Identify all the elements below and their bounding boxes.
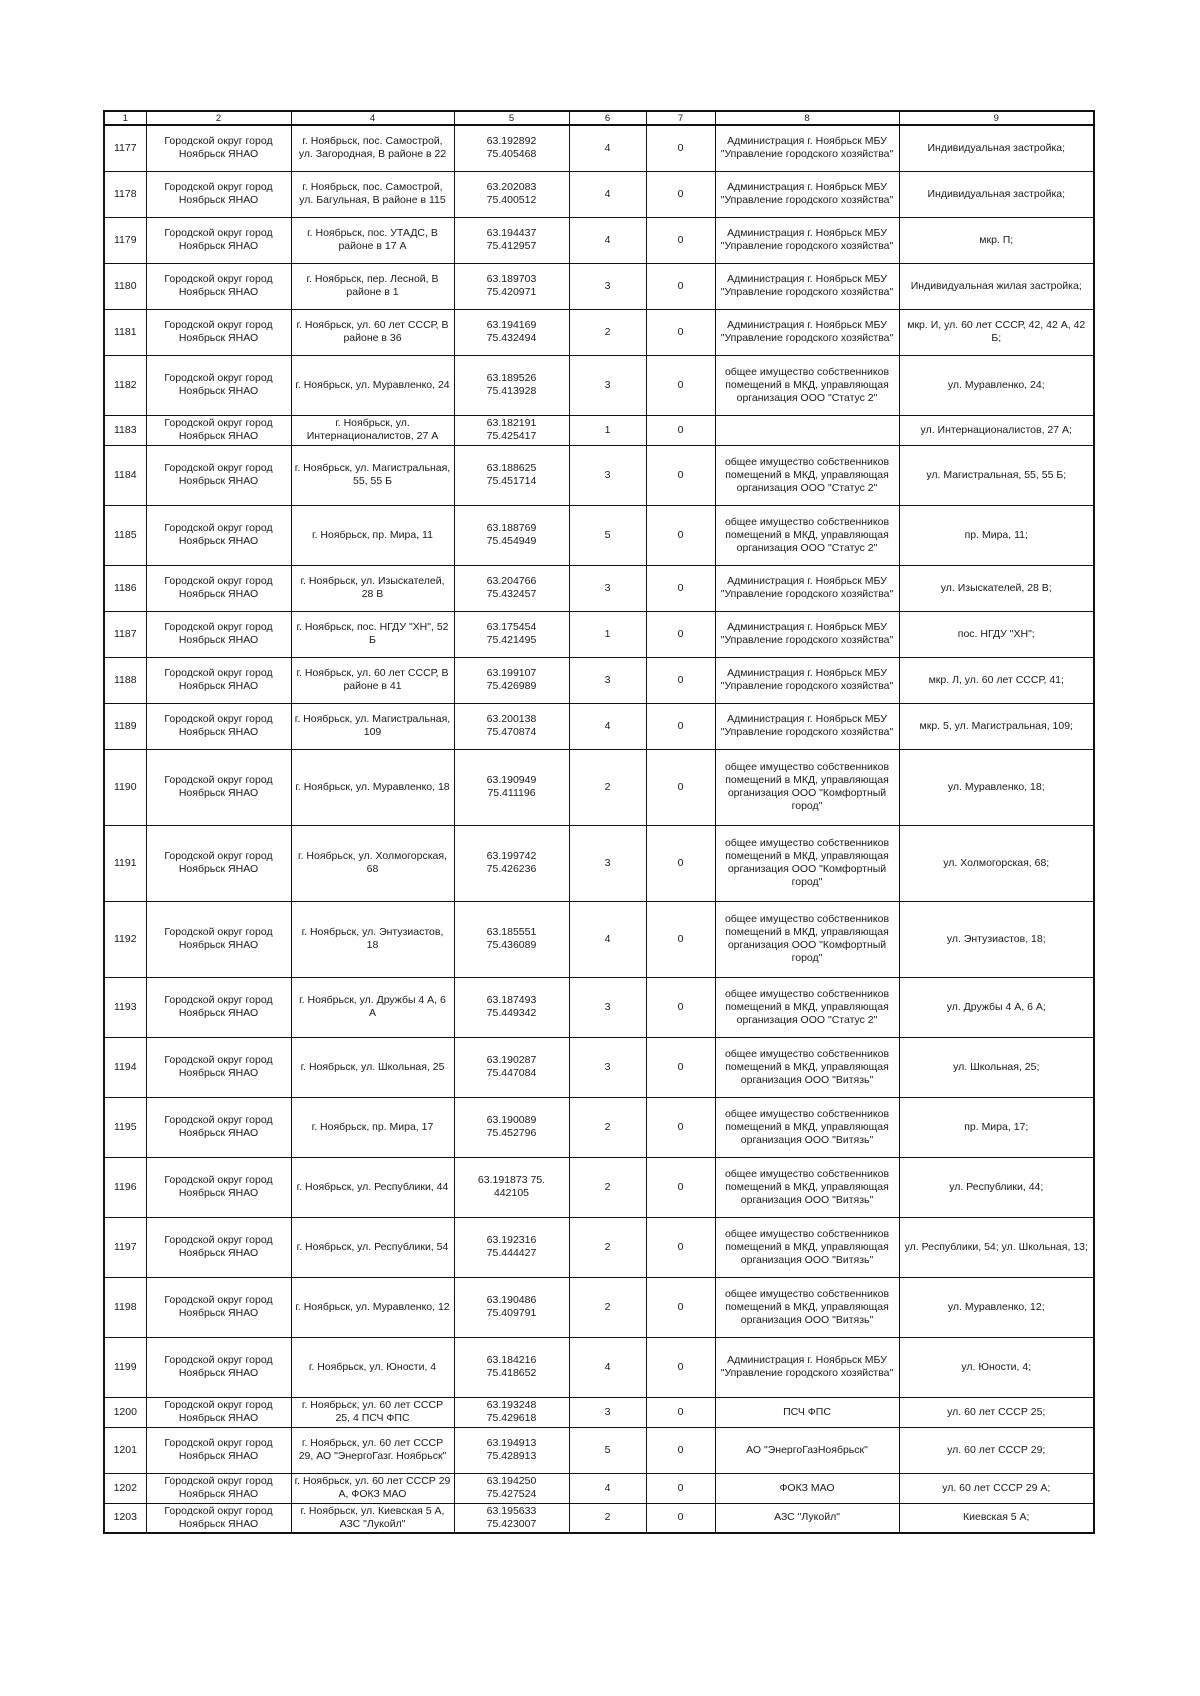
- row-number-cell: 1195: [104, 1097, 146, 1157]
- owner-cell: общее имущество собственников помещений в МКД, управляющая организация ООО "Витязь": [715, 1037, 899, 1097]
- table-row: [104, 171, 1094, 217]
- count-cell: 3: [569, 355, 646, 415]
- district-cell: Городской округ город Ноябрьск ЯНАО: [146, 825, 291, 901]
- served-objects-cell: пос. НГДУ "ХН";: [899, 611, 1094, 657]
- value-cell: 0: [646, 1097, 715, 1157]
- address-cell: г. Ноябрьск, пр. Мира, 11: [291, 505, 454, 565]
- count-cell: 4: [569, 1337, 646, 1397]
- value-cell: 0: [646, 1037, 715, 1097]
- table-row: [104, 901, 1094, 977]
- district-cell: Городской округ город Ноябрьск ЯНАО: [146, 1277, 291, 1337]
- address-cell: г. Ноябрьск, ул. Интернационалистов, 27 А: [291, 415, 454, 445]
- coordinates-cell: 63.194169 75.432494: [454, 309, 569, 355]
- coordinates-cell: 63.202083 75.400512: [454, 171, 569, 217]
- count-cell: 2: [569, 1503, 646, 1533]
- served-objects-cell: мкр. П;: [899, 217, 1094, 263]
- count-cell: 2: [569, 1097, 646, 1157]
- district-cell: Городской округ город Ноябрьск ЯНАО: [146, 611, 291, 657]
- district-cell: Городской округ город Ноябрьск ЯНАО: [146, 1473, 291, 1503]
- row-number-cell: 1185: [104, 505, 146, 565]
- row-number-cell: 1189: [104, 703, 146, 749]
- served-objects-cell: ул. 60 лет СССР 25;: [899, 1397, 1094, 1427]
- served-objects-cell: Киевская 5 А;: [899, 1503, 1094, 1533]
- table-row: [104, 825, 1094, 901]
- value-cell: 0: [646, 1427, 715, 1473]
- served-objects-cell: ул. Интернационалистов, 27 А;: [899, 415, 1094, 445]
- district-cell: Городской округ город Ноябрьск ЯНАО: [146, 1097, 291, 1157]
- district-cell: Городской округ город Ноябрьск ЯНАО: [146, 1037, 291, 1097]
- address-cell: г. Ноябрьск, ул. Энтузиастов, 18: [291, 901, 454, 977]
- coordinates-cell: 63.190089 75.452796: [454, 1097, 569, 1157]
- owner-cell: общее имущество собственников помещений в МКД, управляющая организация ООО "Статус 2": [715, 505, 899, 565]
- served-objects-cell: ул. Энтузиастов, 18;: [899, 901, 1094, 977]
- owner-cell: общее имущество собственников помещений в МКД, управляющая организация ООО "Комфортный город": [715, 825, 899, 901]
- coordinates-cell: 63.184216 75.418652: [454, 1337, 569, 1397]
- district-cell: Городской округ город Ноябрьск ЯНАО: [146, 309, 291, 355]
- row-number-cell: 1187: [104, 611, 146, 657]
- row-number-cell: 1190: [104, 749, 146, 825]
- data-table: [103, 110, 1095, 1534]
- district-cell: Городской округ город Ноябрьск ЯНАО: [146, 505, 291, 565]
- owner-cell: [715, 415, 899, 445]
- table-row: [104, 977, 1094, 1037]
- coordinates-cell: 63.190486 75.409791: [454, 1277, 569, 1337]
- district-cell: Городской округ город Ноябрьск ЯНАО: [146, 171, 291, 217]
- district-cell: Городской округ город Ноябрьск ЯНАО: [146, 1427, 291, 1473]
- value-cell: 0: [646, 749, 715, 825]
- owner-cell: Администрация г. Ноябрьск МБУ "Управление городского хозяйства": [715, 611, 899, 657]
- served-objects-cell: ул. Школьная, 25;: [899, 1037, 1094, 1097]
- table-row: [104, 1217, 1094, 1277]
- served-objects-cell: мкр. И, ул. 60 лет СССР, 42, 42 А, 42 Б;: [899, 309, 1094, 355]
- coordinates-cell: 63.200138 75.470874: [454, 703, 569, 749]
- count-cell: 2: [569, 1217, 646, 1277]
- owner-cell: АЗС "Лукойл": [715, 1503, 899, 1533]
- row-number-cell: 1183: [104, 415, 146, 445]
- count-cell: 3: [569, 263, 646, 309]
- table-row: [104, 703, 1094, 749]
- table-row: [104, 263, 1094, 309]
- value-cell: 0: [646, 703, 715, 749]
- owner-cell: общее имущество собственников помещений в МКД, управляющая организация ООО "Витязь": [715, 1217, 899, 1277]
- value-cell: 0: [646, 825, 715, 901]
- count-cell: 3: [569, 1037, 646, 1097]
- row-number-cell: 1203: [104, 1503, 146, 1533]
- owner-cell: АО "ЭнергоГазНоябрьск": [715, 1427, 899, 1473]
- count-cell: 5: [569, 1427, 646, 1473]
- served-objects-cell: ул. Юности, 4;: [899, 1337, 1094, 1397]
- count-cell: 3: [569, 657, 646, 703]
- served-objects-cell: ул. Муравленко, 24;: [899, 355, 1094, 415]
- owner-cell: ФОКЗ МАО: [715, 1473, 899, 1503]
- count-cell: 3: [569, 825, 646, 901]
- address-cell: г. Ноябрьск, ул. 60 лет СССР 29, АО "ЭнергоГазг. Ноябрьск": [291, 1427, 454, 1473]
- coordinates-cell: 63.199742 75.426236: [454, 825, 569, 901]
- count-cell: 4: [569, 703, 646, 749]
- table-row: [104, 1337, 1094, 1397]
- address-cell: г. Ноябрьск, пос. УТАДС, В районе в 17 А: [291, 217, 454, 263]
- address-cell: г. Ноябрьск, ул. Магистральная, 55, 55 Б: [291, 445, 454, 505]
- row-number-cell: 1193: [104, 977, 146, 1037]
- value-cell: 0: [646, 415, 715, 445]
- value-cell: 0: [646, 355, 715, 415]
- column-header: 7: [646, 111, 715, 125]
- column-header: 2: [146, 111, 291, 125]
- table-row: [104, 1097, 1094, 1157]
- district-cell: Городской округ город Ноябрьск ЯНАО: [146, 125, 291, 171]
- district-cell: Городской округ город Ноябрьск ЯНАО: [146, 901, 291, 977]
- owner-cell: Администрация г. Ноябрьск МБУ "Управление городского хозяйства": [715, 125, 899, 171]
- coordinates-cell: 63.194913 75.428913: [454, 1427, 569, 1473]
- address-cell: г. Ноябрьск, ул. Школьная, 25: [291, 1037, 454, 1097]
- served-objects-cell: ул. Республики, 54; ул. Школьная, 13;: [899, 1217, 1094, 1277]
- table-row: [104, 749, 1094, 825]
- value-cell: 0: [646, 217, 715, 263]
- value-cell: 0: [646, 505, 715, 565]
- address-cell: г. Ноябрьск, ул. Республики, 44: [291, 1157, 454, 1217]
- row-number-cell: 1179: [104, 217, 146, 263]
- table-row: [104, 505, 1094, 565]
- district-cell: Городской округ город Ноябрьск ЯНАО: [146, 1503, 291, 1533]
- district-cell: Городской округ город Ноябрьск ЯНАО: [146, 217, 291, 263]
- district-cell: Городской округ город Ноябрьск ЯНАО: [146, 565, 291, 611]
- row-number-cell: 1177: [104, 125, 146, 171]
- row-number-cell: 1191: [104, 825, 146, 901]
- coordinates-cell: 63.194250 75.427524: [454, 1473, 569, 1503]
- served-objects-cell: ул. Холмогорская, 68;: [899, 825, 1094, 901]
- coordinates-cell: 63.187493 75.449342: [454, 977, 569, 1037]
- address-cell: г. Ноябрьск, пос. Самострой, ул. Багульная, В районе в 115: [291, 171, 454, 217]
- address-cell: г. Ноябрьск, пр. Мира, 17: [291, 1097, 454, 1157]
- served-objects-cell: Индивидуальная застройка;: [899, 171, 1094, 217]
- value-cell: 0: [646, 309, 715, 355]
- count-cell: 3: [569, 565, 646, 611]
- row-number-cell: 1181: [104, 309, 146, 355]
- owner-cell: общее имущество собственников помещений в МКД, управляющая организация ООО "Витязь": [715, 1097, 899, 1157]
- row-number-cell: 1178: [104, 171, 146, 217]
- district-cell: Городской округ город Ноябрьск ЯНАО: [146, 1337, 291, 1397]
- row-number-cell: 1200: [104, 1397, 146, 1427]
- district-cell: Городской округ город Ноябрьск ЯНАО: [146, 355, 291, 415]
- coordinates-cell: 63.175454 75.421495: [454, 611, 569, 657]
- value-cell: 0: [646, 1473, 715, 1503]
- row-number-cell: 1192: [104, 901, 146, 977]
- coordinates-cell: 63.199107 75.426989: [454, 657, 569, 703]
- count-cell: 4: [569, 901, 646, 977]
- owner-cell: Администрация г. Ноябрьск МБУ "Управление городского хозяйства": [715, 1337, 899, 1397]
- address-cell: г. Ноябрьск, ул. 60 лет СССР, В районе в 41: [291, 657, 454, 703]
- address-cell: г. Ноябрьск, ул. Киевская 5 А, АЗС "Лукойл": [291, 1503, 454, 1533]
- row-number-cell: 1180: [104, 263, 146, 309]
- value-cell: 0: [646, 1157, 715, 1217]
- column-header: 9: [899, 111, 1094, 125]
- served-objects-cell: Индивидуальная застройка;: [899, 125, 1094, 171]
- address-cell: г. Ноябрьск, ул. Республики, 54: [291, 1217, 454, 1277]
- address-cell: г. Ноябрьск, ул. Холмогорская, 68: [291, 825, 454, 901]
- table-row: [104, 1037, 1094, 1097]
- owner-cell: ПСЧ ФПС: [715, 1397, 899, 1427]
- table-row: [104, 1473, 1094, 1503]
- table-header-row: [104, 111, 1094, 125]
- row-number-cell: 1197: [104, 1217, 146, 1277]
- owner-cell: Администрация г. Ноябрьск МБУ "Управление городского хозяйства": [715, 657, 899, 703]
- row-number-cell: 1201: [104, 1427, 146, 1473]
- address-cell: г. Ноябрьск, ул. Муравленко, 18: [291, 749, 454, 825]
- count-cell: 2: [569, 1157, 646, 1217]
- owner-cell: общее имущество собственников помещений в МКД, управляющая организация ООО "Статус 2": [715, 355, 899, 415]
- document-page: [103, 110, 1093, 1534]
- owner-cell: Администрация г. Ноябрьск МБУ "Управление городского хозяйства": [715, 309, 899, 355]
- value-cell: 0: [646, 445, 715, 505]
- value-cell: 0: [646, 171, 715, 217]
- table-row: [104, 125, 1094, 171]
- address-cell: г. Ноябрьск, ул. Дружбы 4 А, 6 А: [291, 977, 454, 1037]
- row-number-cell: 1188: [104, 657, 146, 703]
- value-cell: 0: [646, 1277, 715, 1337]
- table-row: [104, 1427, 1094, 1473]
- column-header: 4: [291, 111, 454, 125]
- district-cell: Городской округ город Ноябрьск ЯНАО: [146, 263, 291, 309]
- coordinates-cell: 63.190287 75.447084: [454, 1037, 569, 1097]
- coordinates-cell: 63.193248 75.429618: [454, 1397, 569, 1427]
- value-cell: 0: [646, 263, 715, 309]
- table-row: [104, 1277, 1094, 1337]
- count-cell: 3: [569, 1397, 646, 1427]
- column-header: 8: [715, 111, 899, 125]
- district-cell: Городской округ город Ноябрьск ЯНАО: [146, 415, 291, 445]
- table-row: [104, 611, 1094, 657]
- coordinates-cell: 63.188769 75.454949: [454, 505, 569, 565]
- row-number-cell: 1194: [104, 1037, 146, 1097]
- owner-cell: общее имущество собственников помещений в МКД, управляющая организация ООО "Витязь": [715, 1277, 899, 1337]
- served-objects-cell: ул. Дружбы 4 А, 6 А;: [899, 977, 1094, 1037]
- served-objects-cell: ул. Магистральная, 55, 55 Б;: [899, 445, 1094, 505]
- coordinates-cell: 63.204766 75.432457: [454, 565, 569, 611]
- district-cell: Городской округ город Ноябрьск ЯНАО: [146, 749, 291, 825]
- count-cell: 3: [569, 445, 646, 505]
- column-header: 6: [569, 111, 646, 125]
- table-row: [104, 445, 1094, 505]
- value-cell: 0: [646, 977, 715, 1037]
- coordinates-cell: 63.192892 75.405468: [454, 125, 569, 171]
- value-cell: 0: [646, 657, 715, 703]
- value-cell: 0: [646, 1217, 715, 1277]
- count-cell: 2: [569, 749, 646, 825]
- row-number-cell: 1199: [104, 1337, 146, 1397]
- table-row: [104, 1157, 1094, 1217]
- address-cell: г. Ноябрьск, ул. 60 лет СССР 29 А, ФОКЗ МАО: [291, 1473, 454, 1503]
- value-cell: 0: [646, 565, 715, 611]
- served-objects-cell: ул. Муравленко, 18;: [899, 749, 1094, 825]
- owner-cell: Администрация г. Ноябрьск МБУ "Управление городского хозяйства": [715, 263, 899, 309]
- count-cell: 4: [569, 125, 646, 171]
- address-cell: г. Ноябрьск, пос. НГДУ "ХН", 52 Б: [291, 611, 454, 657]
- coordinates-cell: 63.191873 75. 442105: [454, 1157, 569, 1217]
- owner-cell: общее имущество собственников помещений в МКД, управляющая организация ООО "Комфортный город": [715, 749, 899, 825]
- district-cell: Городской округ город Ноябрьск ЯНАО: [146, 1217, 291, 1277]
- coordinates-cell: 63.190949 75.411196: [454, 749, 569, 825]
- table-row: [104, 1397, 1094, 1427]
- coordinates-cell: 63.192316 75.444427: [454, 1217, 569, 1277]
- row-number-cell: 1184: [104, 445, 146, 505]
- column-header: 5: [454, 111, 569, 125]
- address-cell: г. Ноябрьск, ул. Магистральная, 109: [291, 703, 454, 749]
- address-cell: г. Ноябрьск, пос. Самострой, ул. Загородная, В районе в 22: [291, 125, 454, 171]
- value-cell: 0: [646, 125, 715, 171]
- owner-cell: Администрация г. Ноябрьск МБУ "Управление городского хозяйства": [715, 565, 899, 611]
- row-number-cell: 1198: [104, 1277, 146, 1337]
- district-cell: Городской округ город Ноябрьск ЯНАО: [146, 1397, 291, 1427]
- row-number-cell: 1202: [104, 1473, 146, 1503]
- address-cell: г. Ноябрьск, ул. Муравленко, 24: [291, 355, 454, 415]
- table-row: [104, 415, 1094, 445]
- column-header: 1: [104, 111, 146, 125]
- table-row: [104, 355, 1094, 415]
- owner-cell: Администрация г. Ноябрьск МБУ "Управление городского хозяйства": [715, 703, 899, 749]
- count-cell: 4: [569, 1473, 646, 1503]
- district-cell: Городской округ город Ноябрьск ЯНАО: [146, 1157, 291, 1217]
- coordinates-cell: 63.189703 75.420971: [454, 263, 569, 309]
- served-objects-cell: мкр. 5, ул. Магистральная, 109;: [899, 703, 1094, 749]
- coordinates-cell: 63.189526 75.413928: [454, 355, 569, 415]
- owner-cell: Администрация г. Ноябрьск МБУ "Управление городского хозяйства": [715, 217, 899, 263]
- count-cell: 4: [569, 171, 646, 217]
- address-cell: г. Ноябрьск, ул. Юности, 4: [291, 1337, 454, 1397]
- district-cell: Городской округ город Ноябрьск ЯНАО: [146, 977, 291, 1037]
- address-cell: г. Ноябрьск, пер. Лесной, В районе в 1: [291, 263, 454, 309]
- address-cell: г. Ноябрьск, ул. 60 лет СССР 25, 4 ПСЧ ФПС: [291, 1397, 454, 1427]
- owner-cell: общее имущество собственников помещений в МКД, управляющая организация ООО "Статус 2": [715, 445, 899, 505]
- served-objects-cell: пр. Мира, 17;: [899, 1097, 1094, 1157]
- coordinates-cell: 63.185551 75.436089: [454, 901, 569, 977]
- address-cell: г. Ноябрьск, ул. Изыскателей, 28 В: [291, 565, 454, 611]
- served-objects-cell: Индивидуальная жилая застройка;: [899, 263, 1094, 309]
- coordinates-cell: 63.182191 75.425417: [454, 415, 569, 445]
- coordinates-cell: 63.188625 75.451714: [454, 445, 569, 505]
- district-cell: Городской округ город Ноябрьск ЯНАО: [146, 657, 291, 703]
- row-number-cell: 1196: [104, 1157, 146, 1217]
- served-objects-cell: ул. Муравленко, 12;: [899, 1277, 1094, 1337]
- value-cell: 0: [646, 1503, 715, 1533]
- table-row: [104, 657, 1094, 703]
- address-cell: г. Ноябрьск, ул. 60 лет СССР, В районе в 36: [291, 309, 454, 355]
- value-cell: 0: [646, 611, 715, 657]
- count-cell: 3: [569, 977, 646, 1037]
- district-cell: Городской округ город Ноябрьск ЯНАО: [146, 703, 291, 749]
- coordinates-cell: 63.195633 75.423007: [454, 1503, 569, 1533]
- value-cell: 0: [646, 901, 715, 977]
- coordinates-cell: 63.194437 75.412957: [454, 217, 569, 263]
- value-cell: 0: [646, 1397, 715, 1427]
- count-cell: 4: [569, 217, 646, 263]
- count-cell: 2: [569, 309, 646, 355]
- served-objects-cell: ул. Изыскателей, 28 В;: [899, 565, 1094, 611]
- served-objects-cell: ул. 60 лет СССР 29;: [899, 1427, 1094, 1473]
- row-number-cell: 1186: [104, 565, 146, 611]
- table-row: [104, 565, 1094, 611]
- row-number-cell: 1182: [104, 355, 146, 415]
- count-cell: 1: [569, 611, 646, 657]
- district-cell: Городской округ город Ноябрьск ЯНАО: [146, 445, 291, 505]
- owner-cell: общее имущество собственников помещений в МКД, управляющая организация ООО "Витязь": [715, 1157, 899, 1217]
- served-objects-cell: мкр. Л, ул. 60 лет СССР, 41;: [899, 657, 1094, 703]
- table-row: [104, 309, 1094, 355]
- count-cell: 2: [569, 1277, 646, 1337]
- table-row: [104, 1503, 1094, 1533]
- count-cell: 1: [569, 415, 646, 445]
- value-cell: 0: [646, 1337, 715, 1397]
- owner-cell: Администрация г. Ноябрьск МБУ "Управление городского хозяйства": [715, 171, 899, 217]
- count-cell: 5: [569, 505, 646, 565]
- served-objects-cell: ул. Республики, 44;: [899, 1157, 1094, 1217]
- served-objects-cell: ул. 60 лет СССР 29 А;: [899, 1473, 1094, 1503]
- table-row: [104, 217, 1094, 263]
- owner-cell: общее имущество собственников помещений в МКД, управляющая организация ООО "Статус 2": [715, 977, 899, 1037]
- owner-cell: общее имущество собственников помещений в МКД, управляющая организация ООО "Комфортный город": [715, 901, 899, 977]
- served-objects-cell: пр. Мира, 11;: [899, 505, 1094, 565]
- address-cell: г. Ноябрьск, ул. Муравленко, 12: [291, 1277, 454, 1337]
